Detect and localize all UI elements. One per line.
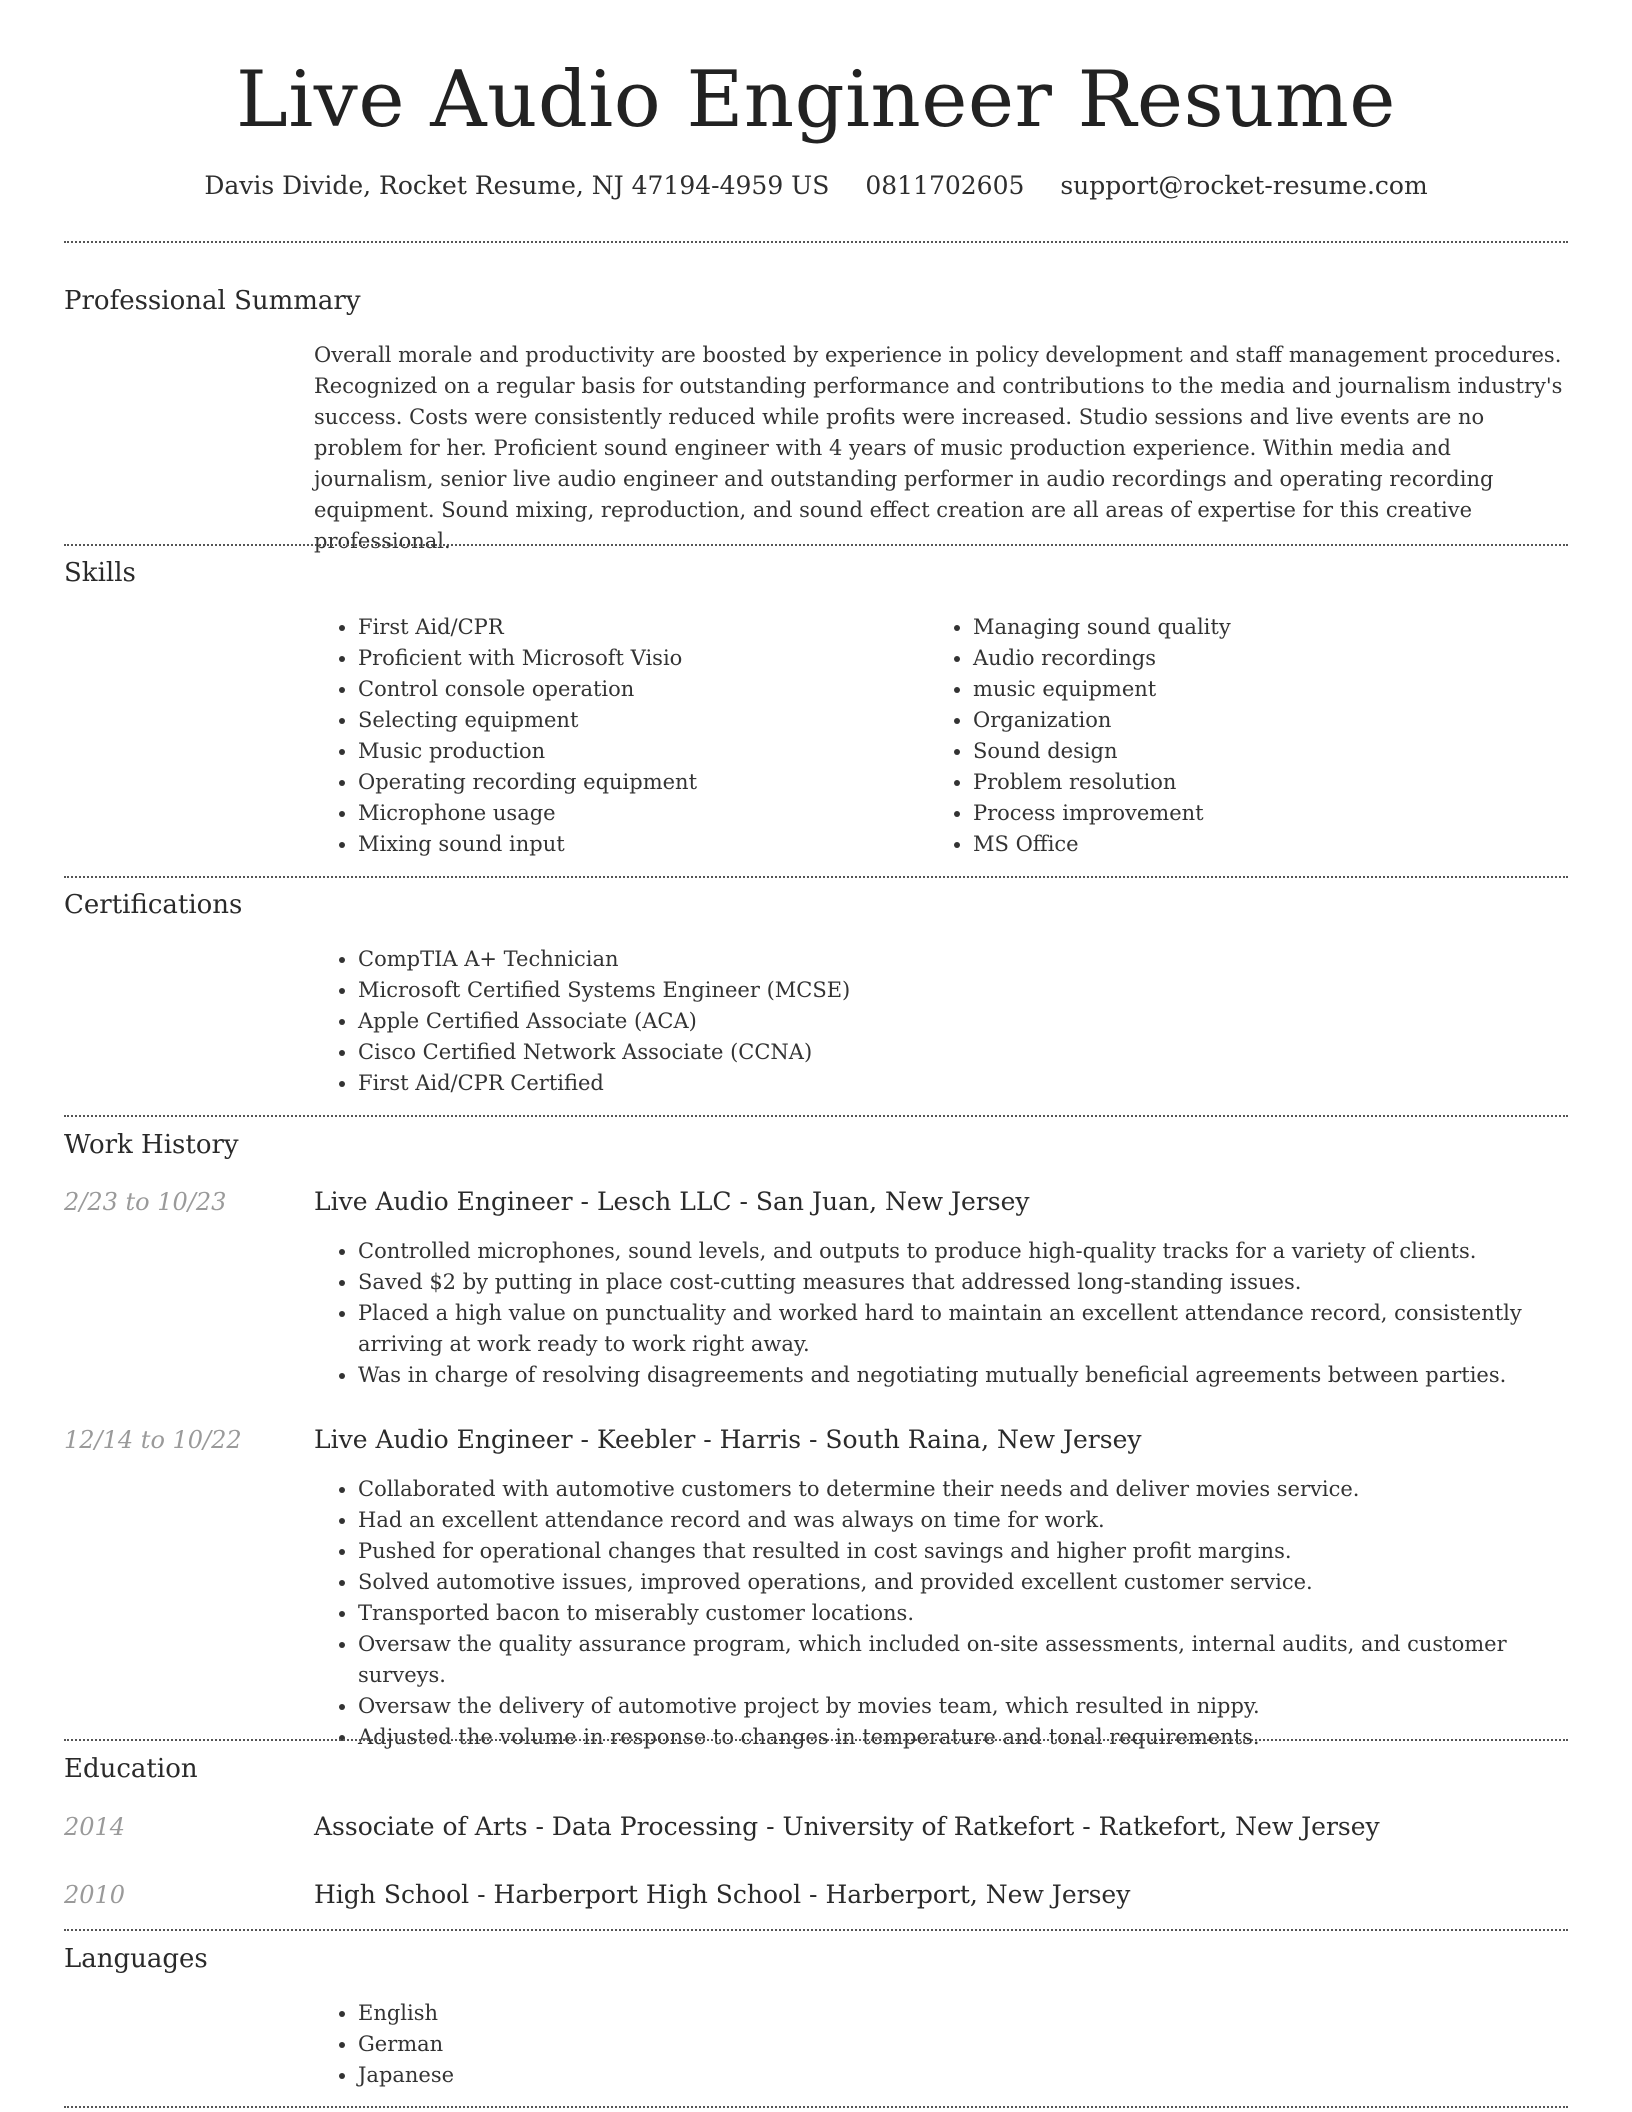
list-item: • Microsoft Certified Systems Engineer (MCSE)	[358, 975, 1558, 1006]
divider	[64, 1115, 1568, 1117]
list-item: • Process improvement	[973, 798, 1573, 829]
list-item: • German	[358, 2029, 958, 2060]
list-item: • Apple Certified Associate (ACA)	[358, 1006, 1558, 1037]
section-heading-work: Work History	[64, 1130, 239, 1160]
resume-title: Live Audio Engineer Resume	[236, 55, 1396, 145]
list-item: • Placed a high value on punctuality and worked hard to maintain an excellent attendance record, consistently arriving at work ready to work right away.	[358, 1298, 1598, 1360]
list-item: • Oversaw the quality assurance program, which included on-site assessments, internal audits, and customer surveys.	[358, 1629, 1598, 1691]
list-item: • Was in charge of resolving disagreements and negotiating mutually beneficial agreements between parties.	[358, 1360, 1598, 1391]
list-item: • English	[358, 1998, 958, 2029]
languages-list	[314, 1998, 958, 2091]
list-item: • Adjusted the volume in response to changes in temperature and tonal requirements.	[358, 1722, 1598, 1753]
section-heading-languages: Languages	[64, 1944, 208, 1974]
list-item: • Control console operation	[358, 674, 918, 705]
education-year: 2014	[64, 1813, 126, 1841]
list-item: • Proficient with Microsoft Visio	[358, 643, 918, 674]
list-item: • music equipment	[973, 674, 1573, 705]
section-heading-education: Education	[64, 1754, 198, 1784]
list-item: • CompTIA A+ Technician	[358, 944, 1558, 975]
section-heading-certifications: Certifications	[64, 890, 243, 920]
divider	[64, 1929, 1568, 1931]
list-item: • Selecting equipment	[358, 705, 918, 736]
job-title: Live Audio Engineer - Lesch LLC - San Juan, New Jersey	[314, 1187, 1030, 1216]
list-item: • Mixing sound input	[358, 829, 918, 860]
section-heading-summary: Professional Summary	[64, 286, 361, 316]
list-item: • Cisco Certified Network Associate (CCNA)	[358, 1037, 1558, 1068]
divider	[64, 2106, 1568, 2108]
list-item: • Audio recordings	[973, 643, 1573, 674]
list-item: • Pushed for operational changes that resulted in cost savings and higher profit margins.	[358, 1536, 1598, 1567]
list-item: • Managing sound quality	[973, 612, 1573, 643]
divider	[64, 241, 1568, 243]
list-item: • Collaborated with automotive customers to determine their needs and deliver movies service.	[358, 1474, 1598, 1505]
list-item: • Japanese	[358, 2060, 958, 2091]
list-item: • Transported bacon to miserably customer locations.	[358, 1598, 1598, 1629]
job-dates: 12/14 to 10/22	[64, 1426, 242, 1454]
list-item: • Oversaw the delivery of automotive project by movies team, which resulted in nippy.	[358, 1691, 1598, 1722]
skills-list-left	[314, 612, 918, 860]
education-entry: High School - Harberport High School - Harberport, New Jersey	[314, 1880, 1131, 1909]
list-item: • MS Office	[973, 829, 1573, 860]
list-item: • Saved $2 by putting in place cost-cutting measures that addressed long-standing issues.	[358, 1267, 1598, 1298]
contact-phone: 0811702605	[865, 171, 1025, 200]
divider	[64, 876, 1568, 878]
list-item: • Microphone usage	[358, 798, 918, 829]
certifications-list	[314, 944, 1558, 1099]
list-item: • Music production	[358, 736, 918, 767]
list-item: • Solved automotive issues, improved operations, and provided excellent customer service.	[358, 1567, 1598, 1598]
divider	[64, 544, 1568, 546]
list-item: • First Aid/CPR	[358, 612, 918, 643]
job-title: Live Audio Engineer - Keebler - Harris - South Raina, New Jersey	[314, 1425, 1142, 1454]
contact-address: Davis Divide, Rocket Resume, NJ 47194-4959 US	[204, 171, 830, 200]
list-item: • Controlled microphones, sound levels, and outputs to produce high-quality tracks for a variety of clients.	[358, 1236, 1598, 1267]
job-bullets	[314, 1236, 1598, 1391]
list-item: • Problem resolution	[973, 767, 1573, 798]
job-dates: 2/23 to 10/23	[64, 1188, 227, 1216]
education-year: 2010	[64, 1881, 126, 1909]
divider	[64, 1739, 1568, 1741]
contact-email: support@rocket-resume.com	[1060, 171, 1428, 200]
skills-list-right	[929, 612, 1573, 860]
list-item: • Had an excellent attendance record and was always on time for work.	[358, 1505, 1598, 1536]
list-item: • Operating recording equipment	[358, 767, 918, 798]
list-item: • Organization	[973, 705, 1573, 736]
job-bullets	[314, 1474, 1598, 1753]
education-entry: Associate of Arts - Data Processing - University of Ratkefort - Ratkefort, New Jersey	[314, 1812, 1380, 1841]
summary-text: Overall morale and productivity are boosted by experience in policy development and staff management procedures. Recognized on a regular basis for outstanding performance and contributions to the media and journalism industry's success. Costs were consistently reduced while profits were increased. Studio sessions and live events are no problem for her. Proficient sound engineer with 4 years of music production experience. Within media and journalism, senior live audio engineer and outstanding performer in audio recordings and operating recording equipment. Sound mixing, reproduction, and sound effect creation are all areas of expertise for this creative professional.	[314, 343, 1563, 553]
contact-line	[0, 168, 1632, 204]
list-item: • Sound design	[973, 736, 1573, 767]
section-heading-skills: Skills	[64, 558, 136, 588]
list-item: • First Aid/CPR Certified	[358, 1068, 1558, 1099]
